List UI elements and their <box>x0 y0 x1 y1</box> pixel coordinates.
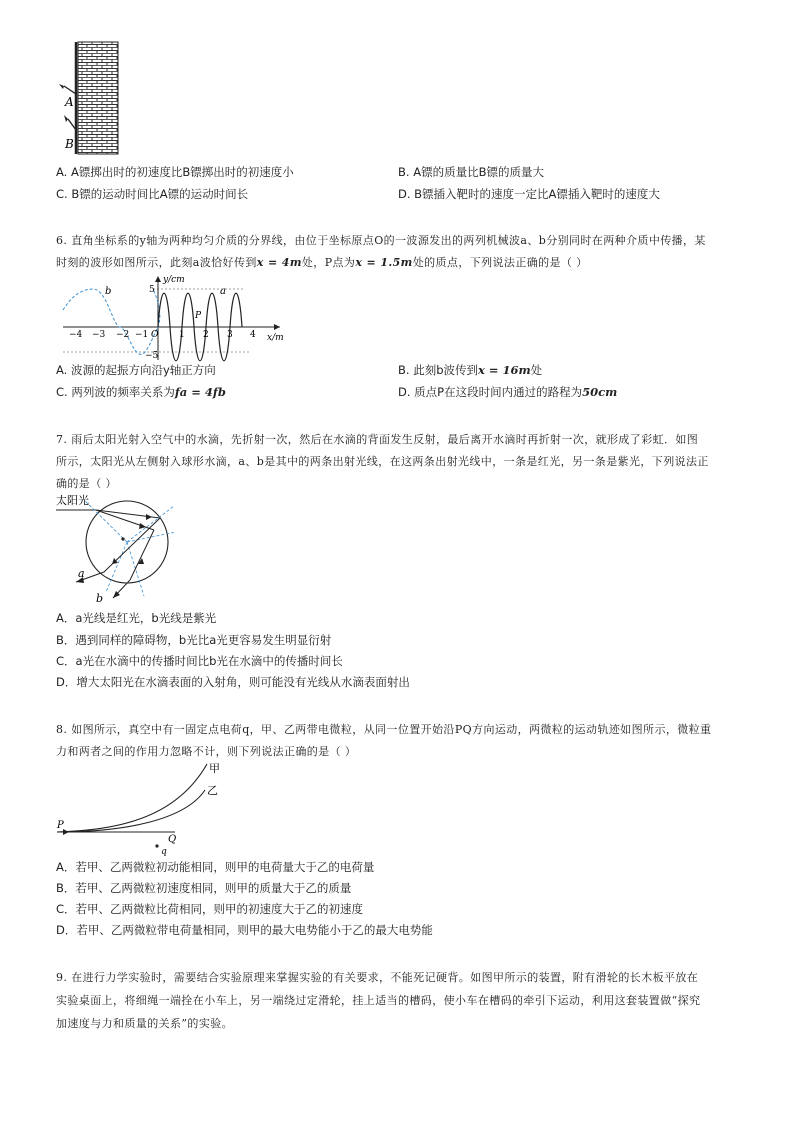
x-tick: 1 <box>179 330 185 340</box>
q6-option-b-math: x = 16m <box>478 363 531 377</box>
q8-option-d[interactable]: D．若甲、乙两微粒带电荷量相同，则甲的最大电势能小于乙的最大电势能 <box>56 923 433 937</box>
y-axis-label: y/cm <box>163 275 185 285</box>
x-tick: 2 <box>203 330 209 340</box>
q6-option-b[interactable] <box>398 362 542 378</box>
q6-math-x4: x = 4m <box>256 256 302 269</box>
x-axis-label: x/m <box>267 333 284 343</box>
x-tick: −1 <box>135 330 149 340</box>
q6-stem-text: 处，P点为 <box>301 256 356 269</box>
trajectory-yi <box>57 790 205 832</box>
q5-option-d[interactable]: D. B镖插入靶时的速度一定比A镖插入靶时的速度大 <box>398 187 660 201</box>
label-q-point: Q <box>168 834 177 845</box>
q7-stem-line2: 所示，太阳光从左侧射入球形水滴，a、b是其中的两条出射光线，在这两条出射光线中，一条是红光，另一条是紫光，下列说法正 <box>56 455 709 468</box>
q6-option-c-math: fa = 4fb <box>174 385 226 399</box>
q7-option-d[interactable]: D．增大太阳光在水滴表面的入射角，则可能没有光线从水滴表面射出 <box>56 675 410 689</box>
q6-option-c-text: C. 两列波的频率关系为 <box>56 385 175 399</box>
dart-wall-figure <box>55 38 125 156</box>
q7-stem-line3: 确的是（ ） <box>56 477 117 490</box>
q7-stem-line1: 7. 雨后太阳光射入空气中的水滴，先折射一次，然后在水滴的背面发生反射，最后离开水滴时再折射一次，就形成了彩虹．如图 <box>56 433 699 446</box>
x-tick: −4 <box>69 330 83 340</box>
q7-option-b[interactable]: B．遇到同样的障碍物，b光比a光更容易发生明显衍射 <box>56 633 332 647</box>
q9-stem-line1: 9. 在进行力学实验时，需要结合实验原理来掌握实验的有关要求，不能死记硬背。如图甲所示的装置，附有滑轮的长木板平放在 <box>56 971 699 984</box>
x-tick: 3 <box>227 330 233 340</box>
q8-option-a[interactable]: A．若甲、乙两微粒初动能相同，则甲的电荷量大于乙的电荷量 <box>56 860 375 874</box>
q6-stem-line2 <box>56 252 588 274</box>
x-tick: −3 <box>92 330 106 340</box>
wave-b-curve <box>63 289 160 354</box>
q6-stem-line1: 6. 直角坐标系的y轴为两种均匀介质的分界线，由位于坐标原点O的一波源发出的两列机械波a、b分别同时在两种介质中传播，某 <box>56 234 706 247</box>
label-b: B <box>65 137 74 151</box>
trajectory-jia <box>57 764 207 832</box>
x-tick: 4 <box>250 330 256 340</box>
label-jia: 甲 <box>209 762 220 775</box>
label-p: P <box>57 820 64 831</box>
q6-math-x15: x = 1.5m <box>355 256 413 269</box>
label-charge: q <box>161 847 167 856</box>
charge-point <box>155 844 158 847</box>
raindrop-figure <box>56 492 186 604</box>
ray-b-label: b <box>96 592 104 604</box>
point-p-label: P <box>195 311 202 321</box>
q6-option-b-text: 处 <box>530 363 543 377</box>
q7-option-a[interactable]: A．a光线是红光，b光线是紫光 <box>56 611 217 625</box>
q5-option-a[interactable]: A. A镖掷出时的初速度比B镖掷出时的初速度小 <box>56 165 294 179</box>
wave-b-label: b <box>105 286 112 297</box>
wave-figure <box>55 272 295 364</box>
y-tick-bottom: −5 <box>145 351 159 361</box>
q5-option-c[interactable]: C. B镖的运动时间比A镖的运动时间长 <box>56 187 249 201</box>
sunlight-label: 太阳光 <box>56 494 89 507</box>
label-a: A <box>65 95 74 109</box>
q6-stem-text: 处的质点，下列说法正确的是（ ） <box>412 256 588 269</box>
q6-option-d-math: 50cm <box>582 385 618 399</box>
label-yi: 乙 <box>207 784 218 797</box>
q6-option-d-text: D. 质点P在这段时间内通过的路程为 <box>398 385 583 399</box>
q6-option-d[interactable] <box>398 384 617 400</box>
dart-b <box>64 115 76 130</box>
q6-option-b-text: B. 此刻b波传到 <box>398 363 478 377</box>
x-ticks <box>69 330 256 340</box>
q7-option-c[interactable]: C．a光在水滴中的传播时间比b光在水滴中的传播时间长 <box>56 654 343 668</box>
q8-stem-line2: 力和两者之间的作用力忽略不计，则下列说法正确的是（ ） <box>56 745 357 758</box>
trajectory-figure <box>55 760 235 856</box>
q5-option-b[interactable]: B. A镖的质量比B镖的质量大 <box>398 165 544 179</box>
q8-option-b[interactable]: B．若甲、乙两微粒初速度相同，则甲的质量大于乙的质量 <box>56 881 352 895</box>
q6-option-c[interactable] <box>56 384 226 400</box>
x-tick: −2 <box>116 330 130 340</box>
dart-a <box>59 84 76 94</box>
q9-stem-line2: 实验桌面上，将细绳一端拴在小车上，另一端绕过定滑轮，挂上适当的槽码，使小车在槽码的牵引下运动，利用这套装置做“探究 <box>56 994 701 1007</box>
q6-option-a[interactable]: A. 波源的起振方向沿y轴正方向 <box>56 363 216 377</box>
q9-stem-line3: 加速度与力和质量的关系”的实验。 <box>56 1017 234 1030</box>
q8-option-c[interactable]: C．若甲、乙两微粒比荷相同，则甲的初速度大于乙的初速度 <box>56 902 364 916</box>
y-tick-top: 5 <box>149 285 155 295</box>
q8-stem-line1: 8. 如图所示，真空中有一固定点电荷q，甲、乙两带电微粒，从同一位置开始沿PQ方向运动，两微粒的运动轨迹如图所示，微粒重 <box>56 723 712 736</box>
q6-stem-text: 时刻的波形如图所示，此刻a波恰好传到 <box>56 256 257 269</box>
wave-a-label: a <box>220 286 226 297</box>
origin-label: O <box>151 330 159 340</box>
ray-a-label: a <box>78 567 85 580</box>
